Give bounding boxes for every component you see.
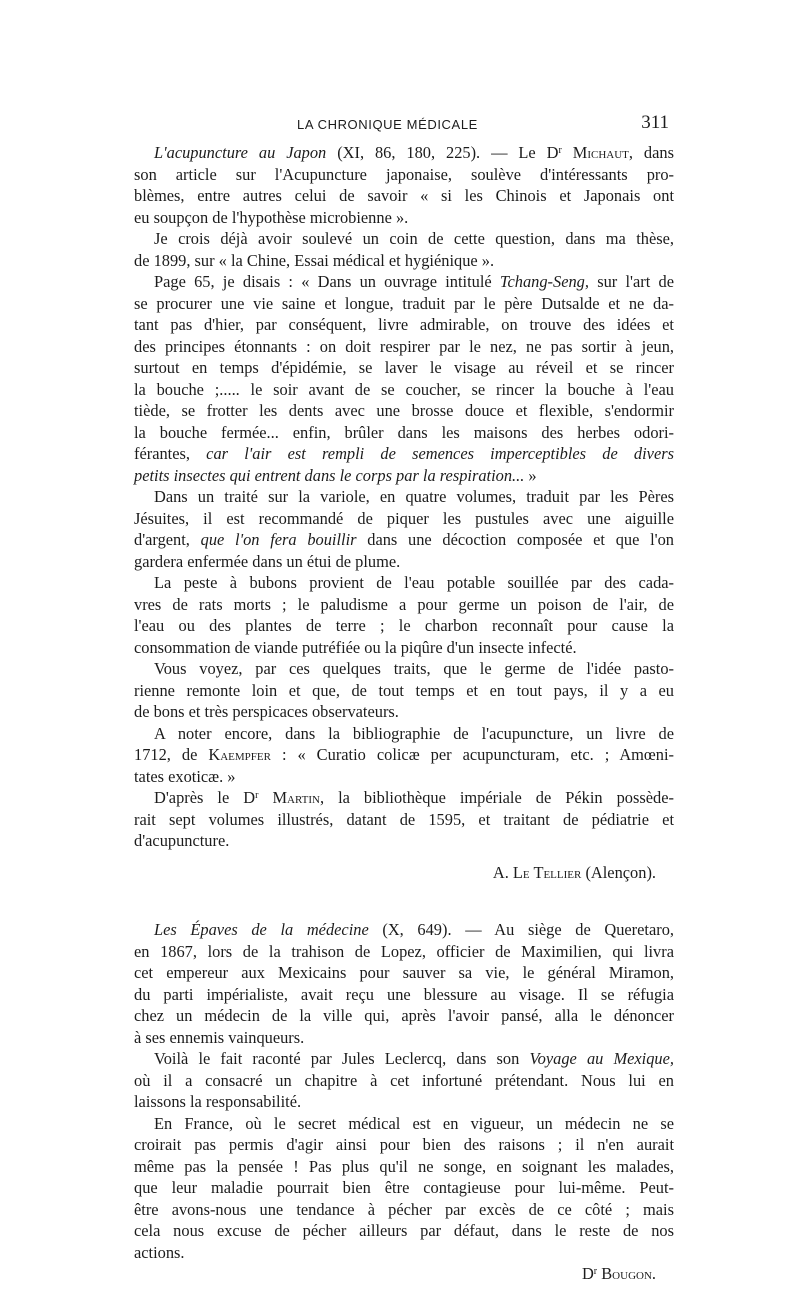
text-line: La peste à bubons provient de l'eau potable souillée par des cada- bbox=[154, 573, 674, 592]
text-line: cet empereur aux Mexicains pour sauver sa vie, le général Miramon, bbox=[134, 963, 674, 982]
text-line: l'eau ou des plantes de terre ; le charbon reconnaît pour cause la bbox=[134, 616, 674, 635]
text-line: férantes, car l'air est rempli de semences imperceptibles de divers bbox=[134, 444, 674, 463]
text-line: la bouche fermée... enfin, brûler dans les maisons des herbes odori- bbox=[134, 422, 674, 442]
text-line: de 1899, sur « la Chine, Essai médical et hygiénique ». bbox=[134, 250, 495, 270]
text-line: la bouche ;..... le soir avant de se coucher, se rincer la bouche à l'eau bbox=[134, 379, 674, 399]
text-line: Jésuites, il est recommandé de piquer les pustules avec une aiguille bbox=[134, 508, 674, 528]
text-line: Vous voyez, par ces quelques traits, que le germe de l'idée pasto- bbox=[154, 659, 674, 678]
person-name: Martin, bbox=[272, 788, 325, 807]
text-line: de bons et très perspicaces observateurs. bbox=[134, 702, 399, 721]
text-line: Voilà le fait raconté par Jules Leclercq, dans son Voyage au Mexique, bbox=[154, 1049, 675, 1068]
running-title: LA CHRONIQUE MÉDICALE bbox=[297, 117, 478, 132]
text-line: En France, où le secret médical est en vigueur, un médecin ne se bbox=[154, 1113, 674, 1133]
text-line: rait sept volumes illustrés, datant de 1595, et traitant de pédiatrie et bbox=[134, 809, 674, 829]
text-line: tant pas d'hier, par conséquent, livre admirable, on trouve des idées et bbox=[134, 315, 674, 334]
text-line: tates exoticæ. » bbox=[134, 766, 236, 786]
text-line: chez un médecin de la ville qui, après l'avoir pansé, alla le dénoncer bbox=[134, 1006, 674, 1025]
person-name: Kaempfer bbox=[208, 745, 271, 764]
text-line: 1712, de Kaempfer : « Curatio colicæ per acupuncturam, etc. ; Amœni- bbox=[134, 745, 674, 764]
text-line: eu soupçon de l'hypothèse microbienne ». bbox=[134, 207, 409, 227]
text-line: A noter encore, dans la bibliographie de l'acupuncture, un livre de bbox=[154, 723, 674, 743]
text-line: surtout en temps d'épidémie, se laver le visage au réveil et se rincer bbox=[134, 358, 674, 377]
article-epaves bbox=[134, 919, 674, 1285]
text-line: en 1867, lors de la trahison de Lopez, officier de Maximilien, qui livra bbox=[134, 941, 674, 961]
text-line: blèmes, entre autres celui de savoir « si les Chinois et Japonais ont bbox=[134, 186, 674, 205]
text-line: cela nous excuse de pécher ailleurs par défaut, dans le reste de nos bbox=[134, 1221, 674, 1240]
text-line: rienne remonte loin et que, de tout temps et en tout pays, il y a eu bbox=[134, 680, 674, 700]
text-line: que leur maladie pourrait bien être contagieuse pour lui-même. Peut- bbox=[134, 1178, 674, 1197]
text-line: d'acupuncture. bbox=[134, 831, 230, 850]
text-line: son article sur l'Acupuncture japonaise, soulève d'intéressants pro- bbox=[134, 164, 674, 184]
text-line: du parti impérialiste, avait reçu une blessure au visage. Il se réfugia bbox=[134, 984, 674, 1004]
article-signature: $D^r$ Bougon. bbox=[581, 1264, 656, 1283]
text-line: d'argent, que l'on fera bouillir dans une décoction composée et que l'on bbox=[134, 530, 674, 549]
text-line: Page 65, je disais : « Dans un ouvrage intitulé Tchang-Seng, sur l'art de bbox=[154, 272, 674, 291]
text-line: actions. bbox=[134, 1242, 185, 1262]
article-title: Les Épaves de la médecine bbox=[154, 920, 369, 939]
text-line: Dans un traité sur la variole, en quatre volumes, traduit par les Pères bbox=[154, 487, 674, 506]
text-line: à ses ennemis vainqueurs. bbox=[134, 1027, 305, 1047]
article-signature: A. Le Tellier (Alençon). bbox=[492, 862, 656, 882]
text-line: des principes étonnants : on doit respirer par le nez, ne pas sortir à jeun, bbox=[134, 336, 674, 356]
text-line: croirait pas permis d'agir ainsi pour bien des raisons ; il n'en aurait bbox=[134, 1135, 674, 1154]
article-acupuncture bbox=[134, 142, 674, 883]
text-line: D'après le $D^r$ Martin, la bibliothèque impériale de Pékin possède- bbox=[154, 788, 674, 807]
text-line: petits insectes qui entrent dans le corps par la respiration... » bbox=[134, 465, 537, 485]
text-line: tiède, se frotter les dents avec une brosse douce et flexible, s'endormir bbox=[134, 401, 674, 420]
text-line: même pas la pensée ! Pas plus qu'il ne songe, en soignant les malades, bbox=[134, 1156, 674, 1176]
page-number: 311 bbox=[641, 112, 669, 133]
text-line: se procurer une vie saine et longue, traduit par le père Dutsalde et ne da- bbox=[134, 293, 674, 313]
text-line: gardera enfermée dans un étui de plume. bbox=[134, 551, 401, 571]
article-heading-line: L'acupuncture au Japon (XI, 86, 180, 225). — Le $D^r$ Michaut, dans bbox=[154, 143, 674, 162]
article-reference: (XI, 86, 180, 225). bbox=[337, 143, 481, 162]
text-line: laissons la responsabilité. bbox=[134, 1092, 302, 1111]
text-line: où il a consacré un chapitre à cet infortuné prétendant. Nous lui en bbox=[134, 1070, 674, 1090]
text-line: être avons-nous une tendance à pécher par excès de ce côté ; mais bbox=[134, 1199, 674, 1219]
article-heading-line: Les Épaves de la médecine (X, 649). — Au siège de Queretaro, bbox=[154, 920, 674, 939]
page-header bbox=[135, 112, 675, 136]
page-body bbox=[134, 142, 674, 1285]
text-line: vres de rats morts ; le paludisme a pour germe un poison de l'air, de bbox=[134, 594, 674, 614]
article-reference: (X, 649). bbox=[382, 920, 452, 939]
author-name: Michaut, bbox=[572, 143, 633, 162]
article-title: L'acupuncture au Japon bbox=[154, 143, 327, 162]
text-line: consommation de viande putréfiée ou la piqûre d'un insecte infecté. bbox=[134, 637, 577, 657]
text-line: Je crois déjà avoir soulevé un coin de cette question, dans ma thèse, bbox=[154, 229, 674, 248]
